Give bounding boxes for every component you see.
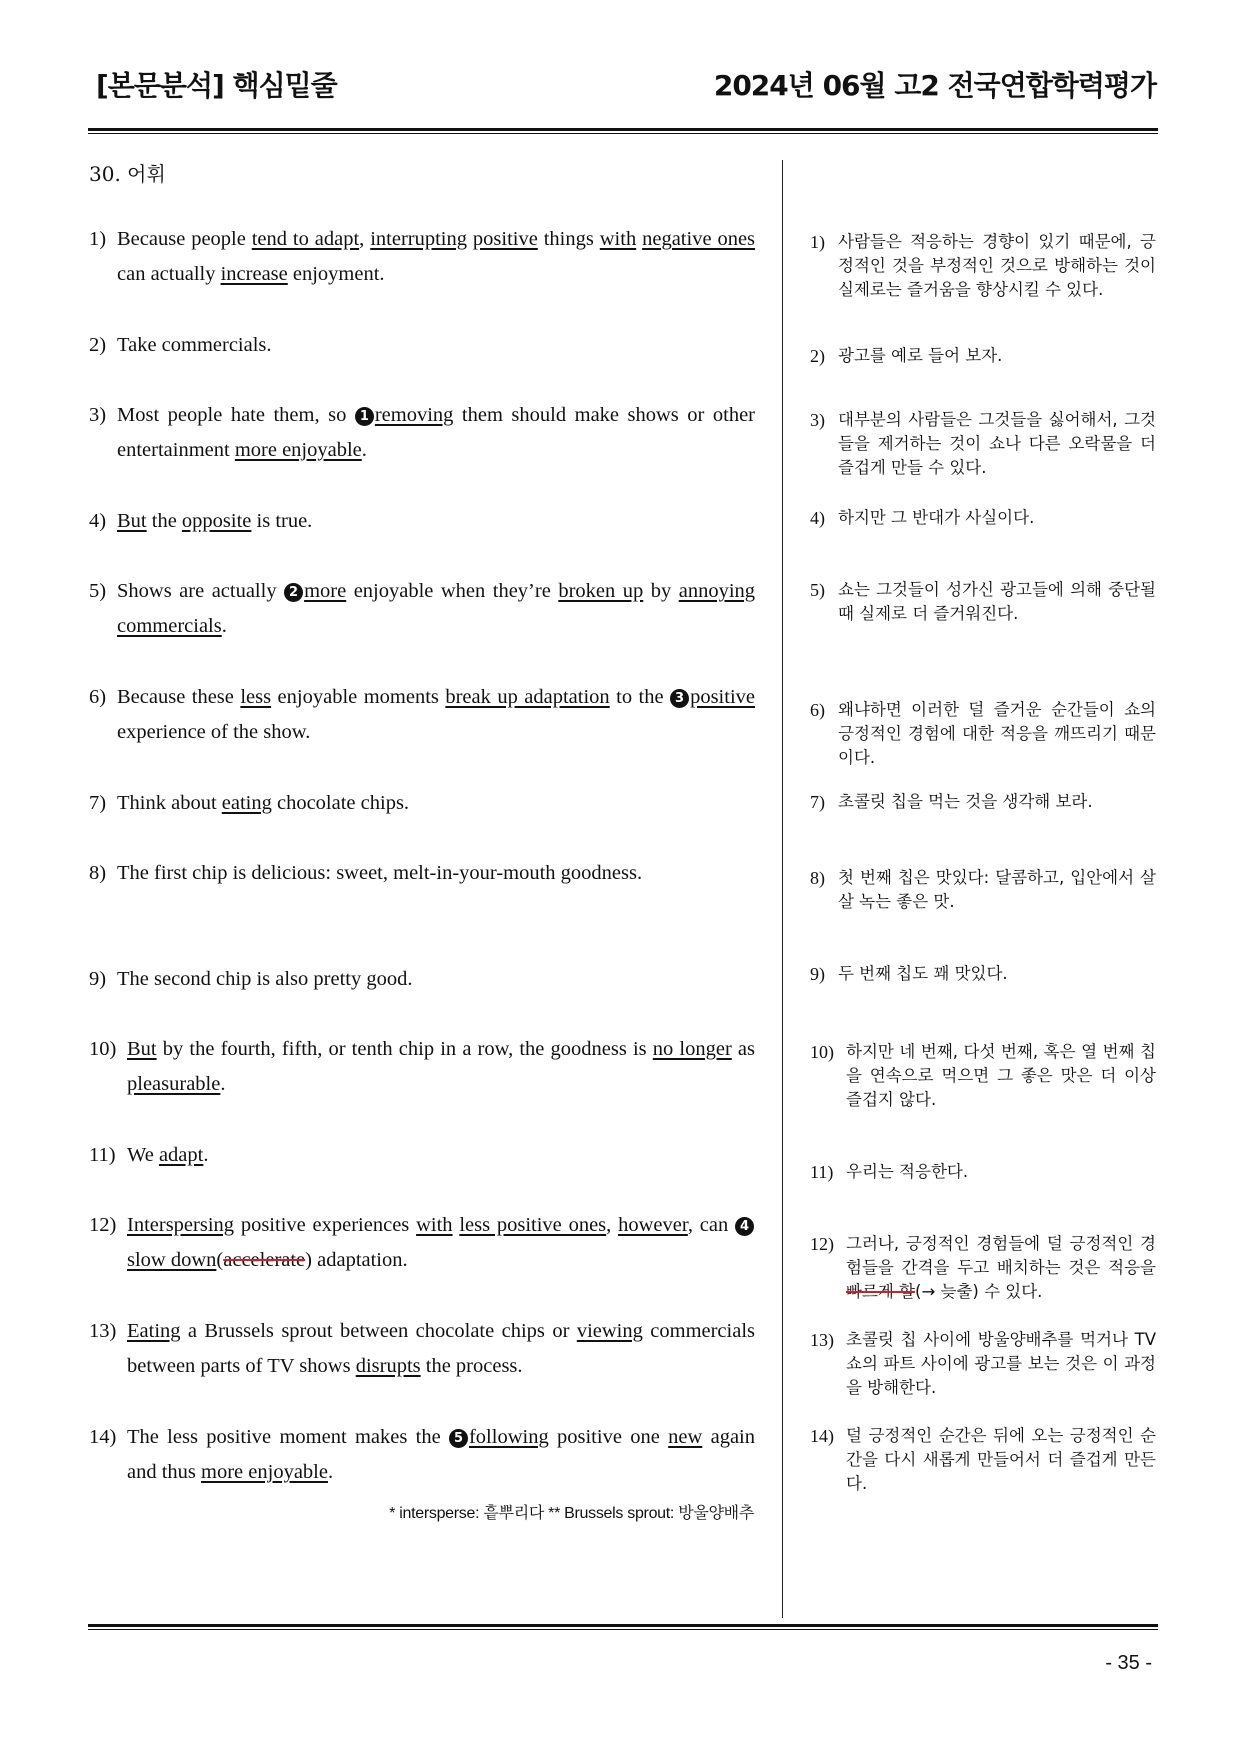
ko-translation-text: 왜냐하면 이러한 덜 즐거운 순간들이 쇼의 긍정적인 경험에 대한 적응을 깨뜨리기 때문이다. — [838, 700, 1156, 767]
underlined-phrase: new — [668, 1426, 703, 1448]
question-title: 30. 어휘 — [89, 162, 166, 186]
sentence-number: 10) — [89, 1038, 117, 1060]
ko-translation-11 — [810, 1160, 1156, 1184]
translation-number: 2) — [810, 346, 825, 366]
translation-number: 7) — [810, 792, 825, 812]
underlined-phrase: more enjoyable — [234, 439, 362, 461]
translation-number: 12) — [810, 1234, 834, 1254]
en-sentence-13 — [89, 1314, 755, 1384]
en-sentence-12 — [89, 1208, 755, 1278]
en-sentence-1 — [89, 222, 755, 292]
ko-translation-text: 초콜릿 칩 사이에 방울양배추를 먹거나 TV 쇼의 파트 사이에 광고를 보는 것은 이 과정을 방해한다. — [846, 1330, 1156, 1397]
translation-number: 8) — [810, 868, 825, 888]
underlined-phrase: positive — [472, 228, 538, 250]
ko-translation-text: 두 번째 칩도 꽤 맛있다. — [838, 964, 1008, 983]
ko-translation-text: 사람들은 적응하는 경향이 있기 때문에, 긍정적인 것을 부정적인 것으로 방해하는 것이 실제로는 즐거움을 향상시킬 수 있다. — [838, 232, 1156, 299]
underlined-phrase: no longer — [652, 1038, 732, 1060]
translation-number: 1) — [810, 232, 825, 252]
sentence-number: 13) — [89, 1320, 117, 1342]
translation-number: 4) — [810, 508, 825, 528]
sentence-number: 2) — [89, 334, 107, 356]
ko-translation-4 — [810, 506, 1156, 530]
translation-number: 6) — [810, 700, 825, 720]
en-sentence-11 — [89, 1138, 755, 1173]
translation-number: 3) — [810, 410, 825, 430]
underlined-phrase: Interspersing — [127, 1214, 235, 1236]
underlined-phrase: adapt — [158, 1144, 204, 1166]
circled-number-2-icon: 2 — [284, 583, 303, 602]
ko-translation-6 — [810, 698, 1156, 770]
page-number: - 35 - — [1105, 1652, 1152, 1674]
ko-translation-8 — [810, 866, 1156, 914]
underlined-phrase: viewing — [576, 1320, 643, 1342]
circled-number-3-icon: 3 — [670, 689, 689, 708]
en-sentence-5 — [89, 574, 755, 644]
en-sentence-text: But the opposite is true. — [117, 510, 313, 532]
sentence-number: 14) — [89, 1426, 117, 1448]
sentence-number: 12) — [89, 1214, 117, 1236]
underlined-phrase: negative ones — [642, 228, 756, 250]
underlined-phrase: Eating — [127, 1320, 181, 1342]
en-sentence-text: Think about eating chocolate chips. — [117, 792, 410, 814]
underlined-phrase: increase — [220, 263, 288, 285]
ko-translation-text: 하지만 그 반대가 사실이다. — [838, 508, 1035, 527]
underlined-phrase: with — [599, 228, 637, 250]
sentence-number: 1) — [89, 228, 107, 250]
underlined-phrase: But — [127, 1038, 157, 1060]
sentence-number: 7) — [89, 792, 107, 814]
en-sentence-2 — [89, 328, 755, 363]
sentence-number: 9) — [89, 968, 107, 990]
underlined-phrase: positive — [690, 686, 755, 708]
sentence-number: 4) — [89, 510, 107, 532]
ko-translation-10 — [810, 1040, 1156, 1112]
sentence-number: 3) — [89, 404, 107, 426]
underlined-phrase: slow down — [127, 1249, 217, 1271]
ko-translation-2 — [810, 344, 1156, 368]
underlined-phrase: broken up — [558, 580, 644, 602]
underlined-phrase: removing — [374, 404, 454, 426]
ko-translation-7 — [810, 790, 1156, 814]
underlined-phrase: with — [416, 1214, 453, 1236]
circled-number-1-icon: 1 — [355, 407, 374, 426]
en-sentence-text: We adapt. — [127, 1144, 209, 1166]
en-sentence-text: Eating a Brussels sprout between chocolate chips or viewing commercials between parts of TV shows disrupts the process. — [127, 1320, 756, 1377]
header-double-rule — [88, 128, 1158, 134]
footer-double-rule — [88, 1624, 1158, 1630]
sentence-number: 6) — [89, 686, 107, 708]
en-sentence-text: But by the fourth, fifth, or tenth chip in a row, the goodness is no longer as pleasurable. — [127, 1038, 756, 1095]
en-sentence-3 — [89, 398, 755, 468]
circled-number-4-icon: 4 — [735, 1217, 754, 1236]
ko-translation-text: 대부분의 사람들은 그것들을 싫어해서, 그것들을 제거하는 것이 쇼나 다른 오락물을 더 즐겁게 만들 수 있다. — [838, 410, 1156, 477]
translation-number: 9) — [810, 964, 825, 984]
ko-translation-text: 우리는 적응한다. — [846, 1162, 969, 1181]
ko-translation-text: 하지만 네 번째, 다섯 번째, 혹은 열 번째 칩을 연속으로 먹으면 그 좋은 맛은 더 이상 즐겁지 않다. — [846, 1042, 1156, 1109]
underlined-phrase: however — [618, 1214, 688, 1236]
underlined-phrase: more enjoyable — [201, 1461, 328, 1483]
en-sentence-text: Most people hate them, so 1 removing them should make shows or other entertainment more enjoyable. — [117, 404, 756, 461]
translation-number: 10) — [810, 1042, 834, 1062]
sentence-number: 8) — [89, 862, 107, 884]
en-sentence-10 — [89, 1032, 755, 1102]
column-divider — [782, 160, 783, 1618]
underlined-phrase: interrupting — [370, 228, 467, 250]
page-header-left-title: [본문분석] 핵심밑줄 — [96, 69, 337, 102]
en-sentence-text: Interspersing positive experiences with less positive ones, however, can 4slow down(accelerate) adaptation. — [127, 1208, 755, 1278]
en-sentence-text: Because these less enjoyable moments break up adaptation to the 3 positive experience of the show. — [117, 686, 755, 743]
struck-out-correction: 빠르게 할 — [846, 1282, 916, 1301]
ko-translation-13 — [810, 1328, 1156, 1400]
translation-number: 13) — [810, 1330, 834, 1350]
underlined-phrase: disrupts — [355, 1355, 421, 1377]
circled-number-5-icon: 5 — [449, 1429, 468, 1448]
en-sentence-text: Shows are actually 2 more enjoyable when they’re broken up by annoying commercials. — [117, 580, 756, 637]
ko-translation-12 — [810, 1232, 1156, 1304]
en-sentence-4 — [89, 504, 755, 539]
ko-translation-1 — [810, 230, 1156, 302]
underlined-phrase: following — [468, 1426, 549, 1448]
ko-translation-text: 그러나, 긍정적인 경험들에 덜 긍정적인 경험들을 간격을 두고 배치하는 것은 적응을 빠르게 할(→ 늦출) 수 있다. — [846, 1234, 1156, 1301]
translation-number: 11) — [810, 1162, 834, 1182]
ko-translation-text: 쇼는 그것들이 성가신 광고들에 의해 중단될 때 실제로 더 즐거워진다. — [838, 580, 1156, 623]
ko-translation-text: 덜 긍정적인 순간은 뒤에 오는 긍정적인 순간을 다시 새롭게 만들어서 더 즐겁게 만든다. — [846, 1426, 1156, 1493]
ko-translation-14 — [810, 1424, 1156, 1496]
en-sentence-text: Because people tend to adapt, interrupting positive things with negative ones can actually increase enjoyment. — [117, 228, 756, 285]
underlined-phrase: less positive ones — [459, 1214, 607, 1236]
ko-translation-text: 첫 번째 칩은 맛있다: 달콤하고, 입안에서 살살 녹는 좋은 맛. — [838, 868, 1156, 911]
ko-translation-text: 광고를 예로 들어 보자. — [838, 346, 1003, 365]
underlined-phrase: pleasurable — [127, 1073, 221, 1095]
vocabulary-footnote: * intersperse: 흩뿌리다 ** Brussels sprout: 방울양배추 — [389, 1505, 754, 1522]
en-sentence-7 — [89, 786, 755, 821]
en-sentence-text: Take commercials. — [117, 334, 272, 356]
en-sentence-text: The first chip is delicious: sweet, melt-in-your-mouth goodness. — [117, 862, 643, 884]
underlined-phrase: break up adaptation — [445, 686, 610, 708]
ko-translation-3 — [810, 408, 1156, 480]
ko-translation-5 — [810, 578, 1156, 626]
underlined-phrase: less — [240, 686, 272, 708]
en-sentence-text: The less positive moment makes the 5 following positive one new again and thus more enjoyable. — [127, 1426, 755, 1483]
translation-number: 14) — [810, 1426, 834, 1446]
underlined-phrase: But — [117, 510, 147, 532]
sentence-number: 11) — [89, 1144, 116, 1166]
en-sentence-text: The second chip is also pretty good. — [117, 968, 413, 990]
en-sentence-8 — [89, 856, 755, 891]
struck-out-correction: accelerate — [223, 1249, 306, 1271]
ko-translation-text: 초콜릿 칩을 먹는 것을 생각해 보라. — [838, 792, 1093, 811]
sentence-number: 5) — [89, 580, 107, 602]
translation-number: 5) — [810, 580, 825, 600]
page-header-right-title: 2024년 06월 고2 전국연합학력평가 — [713, 69, 1156, 102]
underlined-phrase: eating — [221, 792, 272, 814]
underlined-phrase: more — [304, 580, 347, 602]
underlined-phrase: opposite — [181, 510, 252, 532]
ko-translation-9 — [810, 962, 1156, 986]
en-sentence-14 — [89, 1420, 755, 1490]
en-sentence-6 — [89, 680, 755, 750]
underlined-phrase: tend to adapt — [251, 228, 360, 250]
en-sentence-9 — [89, 962, 755, 997]
underlined-phrase: annoying commercials — [117, 580, 756, 637]
